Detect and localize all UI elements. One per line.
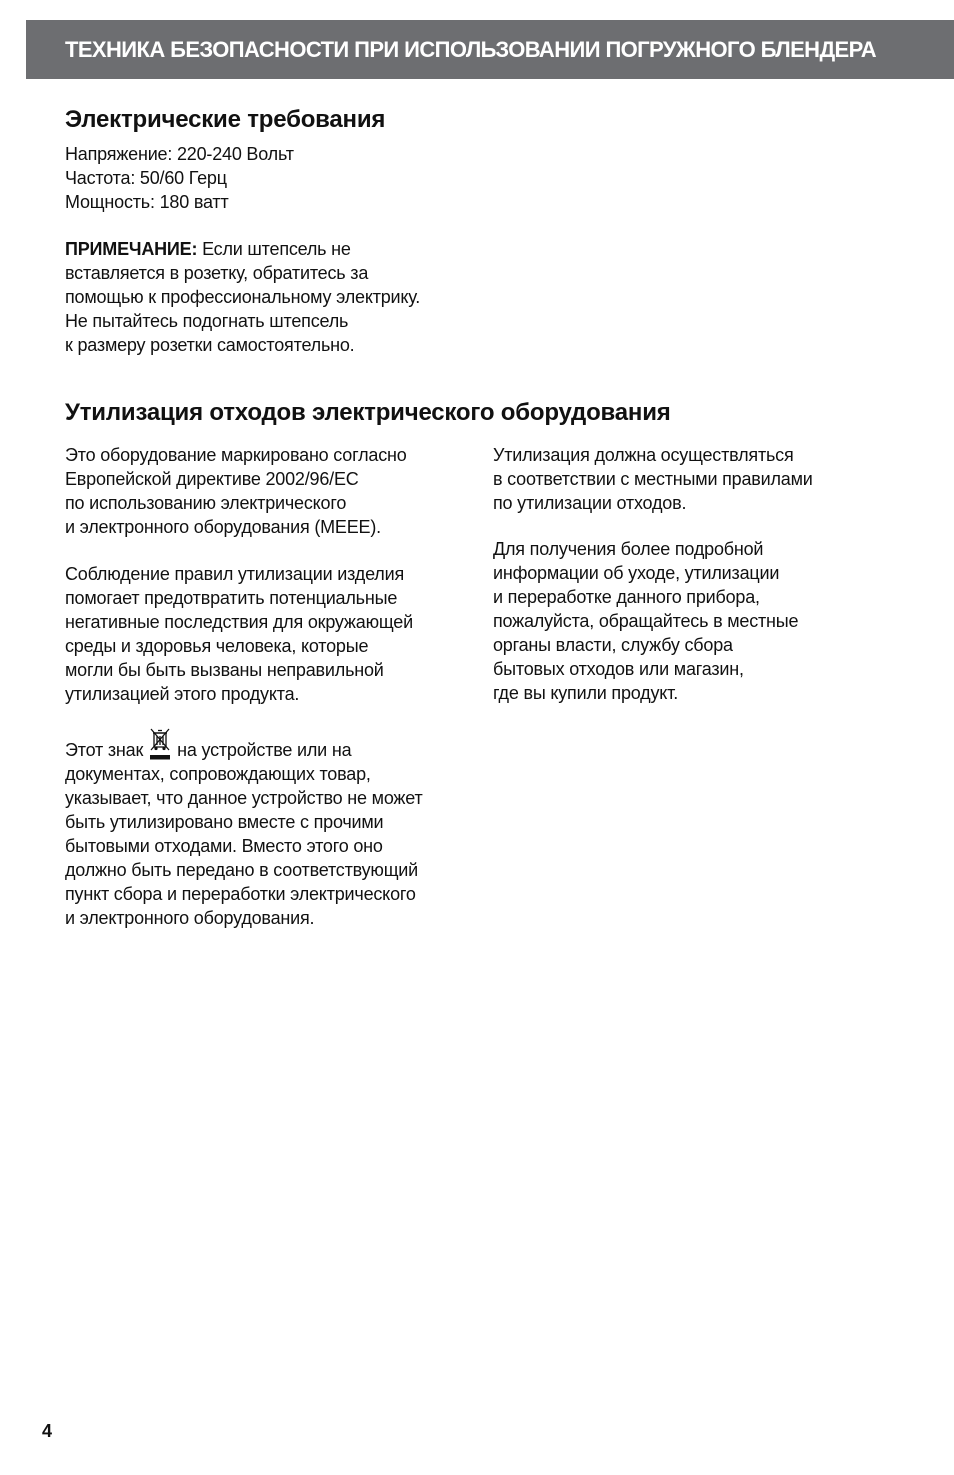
note-line: помощью к профессиональному электрику. <box>65 287 421 307</box>
text-line: негативные последствия для окружающей <box>65 612 413 632</box>
crossed-out-wheelie-bin-icon <box>149 728 171 762</box>
text-line: и электронного оборудования. <box>65 908 315 928</box>
electrical-note <box>65 237 420 357</box>
text-line: могли бы быть вызваны неправильной <box>65 660 384 680</box>
text-line: пункт сбора и переработки электрического <box>65 884 416 904</box>
text-line: по использованию электрического <box>65 493 347 513</box>
text-line: Это оборудование маркировано согласно <box>65 445 407 465</box>
text-line: Соблюдение правил утилизации изделия <box>65 564 405 584</box>
text-line: Утилизация должна осуществляться <box>493 445 794 465</box>
note-text-start: Если штепсель не <box>197 239 351 259</box>
text-line: должно быть передано в соответствующий <box>65 860 419 880</box>
text-line: помогает предотвратить потенциальные <box>65 588 398 608</box>
text-line: где вы купили продукт. <box>493 683 679 703</box>
text-line: органы власти, службу сбора <box>493 635 733 655</box>
note-line: к размеру розетки самостоятельно. <box>65 335 355 355</box>
page-number: 4 <box>42 1421 53 1441</box>
text-line: бытовыми отходами. Вместо этого оно <box>65 836 383 856</box>
section-header-bar <box>26 20 954 79</box>
disposal-left-p3 <box>65 728 423 930</box>
spec-voltage: Напряжение: 220-240 Вольт <box>65 144 294 164</box>
note-line: Не пытайтесь подогнать штепсель <box>65 311 349 331</box>
text-line: и электронного оборудования (МЕЕЕ). <box>65 517 381 537</box>
text-line: указывает, что данное устройство не может <box>65 788 423 808</box>
disposal-left-p1 <box>65 443 407 539</box>
text-line: бытовых отходов или магазин, <box>493 659 744 679</box>
text-line: в соответствии с местными правилами <box>493 469 813 489</box>
text-before-icon: Этот знак <box>65 740 144 760</box>
text-line: пожалуйста, обращайтесь в местные <box>493 611 799 631</box>
disposal-heading: Утилизация отходов электрического оборудования <box>65 399 671 426</box>
disposal-right-p1 <box>493 443 813 515</box>
section-header-title: ТЕХНИКА БЕЗОПАСНОСТИ ПРИ ИСПОЛЬЗОВАНИИ ПОГРУЖНОГО БЛЕНДЕРА <box>65 37 877 62</box>
text-line: документах, сопровождающих товар, <box>65 764 371 784</box>
text-line: информации об уходе, утилизации <box>493 563 780 583</box>
text-line-with-icon <box>65 728 423 762</box>
text-after-icon: на устройстве или на <box>177 740 352 760</box>
text-line: среды и здоровья человека, которые <box>65 636 369 656</box>
text-line: Европейской директиве 2002/96/EC <box>65 469 359 489</box>
note-line: вставляется в розетку, обратитесь за <box>65 263 369 283</box>
note-label: ПРИМЕЧАНИЕ: <box>65 239 198 259</box>
text-line: и переработке данного прибора, <box>493 587 760 607</box>
spec-power: Мощность: 180 ватт <box>65 192 229 212</box>
note-first-line <box>65 237 420 261</box>
text-line: Для получения более подробной <box>493 539 764 559</box>
text-line: по утилизации отходов. <box>493 493 687 513</box>
electrical-heading: Электрические требования <box>65 106 386 133</box>
spec-frequency: Частота: 50/60 Герц <box>65 168 227 188</box>
text-line: быть утилизировано вместе с прочими <box>65 812 384 832</box>
disposal-right-p2 <box>493 537 798 705</box>
electrical-specs <box>65 142 294 214</box>
text-line: утилизацией этого продукта. <box>65 684 300 704</box>
disposal-left-p2 <box>65 562 413 706</box>
